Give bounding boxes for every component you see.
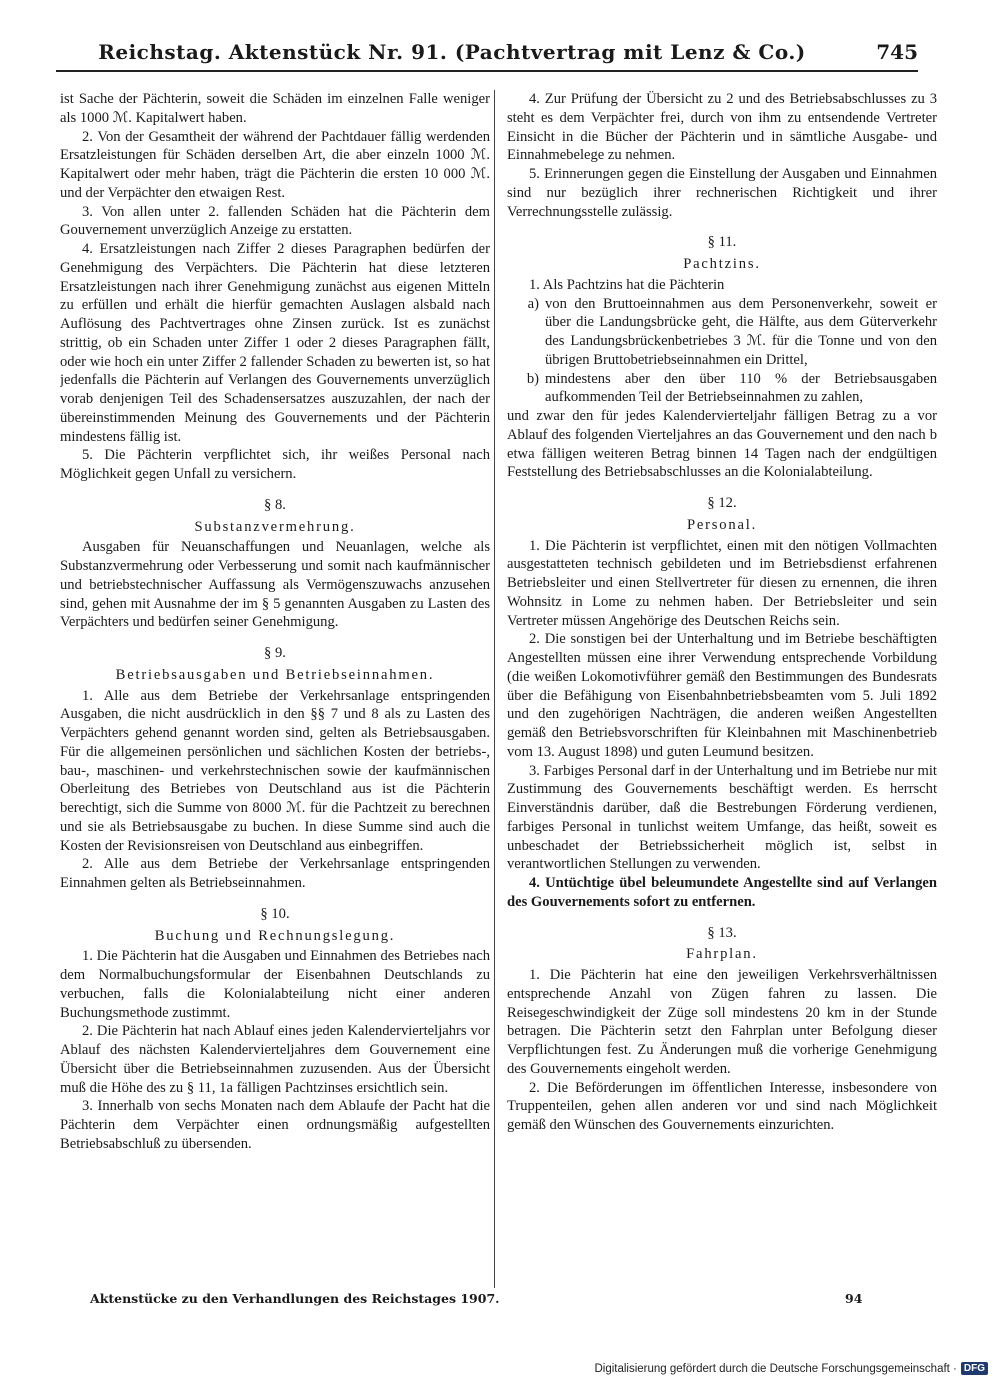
paragraph: 2. Die Beförderungen im öffentlichen Interesse, insbesondere von Truppenteilen, gehen allen anderen vor und sind nach Möglichkeit gemäß den Wünschen des Gouvernements einzurichten. — [507, 1079, 937, 1133]
header-rule — [56, 70, 918, 72]
right-column — [507, 90, 937, 1290]
section-number: § 11. — [707, 234, 737, 251]
page-number: 745 — [876, 40, 918, 64]
paragraph: 2. Von der Gesamtheit der während der Pachtdauer fällig werdenden Ersatzleistungen für Schäden derselben Art, die aber einzeln 1000 ℳ. Kapitalwert oder mehr haben, trägt die Pächterin die ersten 10 000 ℳ. und der Verpächter den etwaigen Rest. — [60, 128, 490, 201]
paragraph: 5. Erinnerungen gegen die Einstellung der Ausgaben und Einnahmen sind nur bezüglich ihrer rechnerischen Richtigkeit und ihrer Verrechnungsstelle zulässig. — [507, 166, 937, 220]
column-divider — [494, 90, 495, 1288]
dfg-credit — [594, 1362, 988, 1375]
paragraph: 1. Alle aus dem Betriebe der Verkehrsanlage entspringenden Ausgaben, die nicht ausdrücklich in den §§ 7 und 8 als zu Lasten des Verpächters gehend genannt worden sind, gelten als Betriebsausgaben. Für die allgemeinen persönlichen und sächlichen Kosten der betriebs-, bau-, maschinen- und verkehrstechnischen sowie der kaufmännischen Oberleitung des Betriebes von Deutschland aus ist die Pächterin berechtigt, sich die Summe von 8000 ℳ. für die Pachtzeit zu berechnen und sie als Betriebsausgabe zu buchen. In diese Summe sind auch die Kosten der Revisionsreisen von Deutschland aus einbegriffen. — [60, 687, 490, 854]
paragraph: Ausgaben für Neuanschaffungen und Neuanlagen, welche als Substanzvermehrung oder Verbesserung und somit nach kaufmännischer und betriebstechnischer Auffassung als Vermögenszuwachs anzusehen sind, gehen mit Ausnahme der im § 5 genannten Ausgaben zu Lasten des Verpächters und bedürfen seiner Genehmigung. — [60, 539, 490, 631]
paragraph: 3. Farbiges Personal darf in der Unterhaltung und im Betriebe nur mit Zustimmung des Gouvernements beschäftigt werden. Es herrscht Einverständnis darüber, daß die Bestrebungen Förderung verdienen, farbiges Personal in tunlichst weitem Umfange, das heißt, soweit es unbeschadet der Betriebssicherheit möglich ist, selbst in verantwortlichen Stellungen zu verwenden. — [507, 762, 937, 873]
footer-source: Aktenstücke zu den Verhandlungen des Reichstages 1907. — [90, 1291, 500, 1306]
paragraph: 1. Als Pachtzins hat die Pächterin — [529, 276, 725, 293]
paragraph: ist Sache der Pächterin, soweit die Schäden im einzelnen Falle weniger als 1000 ℳ. Kapitalwert haben. — [60, 91, 490, 126]
paragraph: 1. Die Pächterin hat eine den jeweiligen Verkehrsverhältnissen entsprechende Anzahl von Zügen fahren zu lassen. Die Reisegeschwindigkeit der Züge soll mindestens 20 km in der Stunde betragen. Die Pächterin setzt den Fahrplan unter Befolgung dieser Verpflichtungen fest. Zu Änderungen muß die vorherige Genehmigung des Gouvernements eingeholt werden. — [507, 967, 937, 1077]
section-number: § 12. — [707, 495, 737, 511]
section-title: Betriebsausgaben und Betriebseinnahmen. — [115, 666, 435, 683]
paragraph: 2. Alle aus dem Betriebe der Verkehrsanlage entspringenden Einnahmen gelten als Betriebseinnahmen. — [60, 856, 490, 891]
running-title: Reichstag. Aktenstück Nr. 91. (Pachtvertrag mit Lenz & Co.) — [98, 40, 806, 64]
section-number: § 10. — [260, 905, 290, 922]
signature-number: 94 — [845, 1291, 863, 1306]
list-item-text: von den Bruttoeinnahmen aus dem Personenverkehr, soweit er über die Landungsbrücke geht, die Hälfte, aus dem Güterverkehr des Landungsbrückenbetriebes 3 ℳ. für die Tonne und von den übrigen Bruttobetriebseinnahmen ein Drittel, — [545, 295, 937, 368]
paragraph: 4. Ersatzleistungen nach Ziffer 2 dieses Paragraphen bedürfen der Genehmigung des Verpächters. Die Pächterin hat diese letzteren Ersatzleistungen nach ihrer Genehmigung zunächst aus eigenen Mitteln zu erfüllen und erhält die hierfür gemachten Auslagen alsbald nach Auflösung des Pachtvertrages ohne Zinsen zurück. Ist es zunächst strittig, ob ein Schaden unter Ziffer 1 oder 2 dieses Paragraphen fällt, oder wie hoch ein unter Ziffer 2 fallender Schaden zu bewerten ist, so hat jedenfalls die Pächterin auf Verlangen des Gouvernements unverzüglich vorab denjenigen Teil des Schadensersatzes auszuzahlen, der nach der übereinstimmenden Meinung des Gouvernements und der Pächterin mindestens fällig ist. — [60, 241, 490, 445]
paragraph: 1. Die Pächterin hat die Ausgaben und Einnahmen des Betriebes nach dem Normalbuchungsformular der Eisenbahnen Deutschlands zu verbuchen, falls die Kolonialabteilung nicht einer anderen Buchungsmethode zustimmt. — [60, 948, 490, 1021]
section-title: Buchung und Rechnungslegung. — [154, 927, 396, 944]
paragraph: 2. Die sonstigen bei der Unterhaltung und im Betriebe beschäftigten Angestellten müssen eine ihrer Verwendung entsprechende Vorbildung (die weißen Lokomotivführer gemäß den Bestimmungen des Bundesrats über die Befähigung von Eisenbahnbetriebsbeamten vom 5. Juli 1892 und den zugehörigen Nachträgen, die anderen weißen Angestellten gemäß den Betriebsvorschriften für Kleinbahnen mit Maschinenbetrieb vom 13. August 1898) und guten Leumund besitzen. — [507, 631, 937, 760]
section-number: § 9. — [264, 645, 286, 661]
section-title: Personal. — [686, 516, 758, 533]
section-title: Fahrplan. — [686, 946, 758, 963]
section-title: Pachtzins. — [683, 256, 761, 272]
paragraph: 4. Untüchtige übel beleumundete Angestellte sind auf Verlangen des Gouvernements sofort zu entfernen. — [507, 875, 937, 910]
list-item — [507, 370, 937, 408]
paragraph: und zwar den für jedes Kalendervierteljahr fälligen Betrag zu a vor Ablauf des folgenden Vierteljahres an das Gouvernement und den nach b etwa fälligen weiteren Betrag binnen 14 Tagen nach der endgültigen Feststellung des Betriebsabschlusses an die Kolonialabteilung. — [507, 408, 937, 481]
list-item-label: b) — [526, 370, 539, 387]
section-title: Substanzvermehrung. — [194, 518, 356, 535]
paragraph: 5. Die Pächterin verpflichtet sich, ihr weißes Personal nach Möglichkeit gegen Unfall zu versichern. — [60, 447, 490, 482]
list-item-text: mindestens aber den über 110 % der Betriebsausgaben aufkommenden Teil der Betriebseinnahmen zu zahlen, — [545, 370, 937, 406]
page-header — [56, 40, 918, 70]
paragraph: 4. Zur Prüfung der Übersicht zu 2 und des Betriebsabschlusses zu 3 steht es dem Verpächter frei, durch von ihm zu entsendende Vertreter Einsicht in die Bücher der Pächterin und in sämtliche Ausgabe- und Einnahmebelege zu nehmen. — [507, 91, 937, 164]
section-number: § 13. — [707, 924, 737, 941]
paragraph: 3. Von allen unter 2. fallenden Schäden hat die Pächterin dem Gouvernement unverzüglich Anzeige zu erstatten. — [60, 203, 490, 239]
paragraph: 2. Die Pächterin hat nach Ablauf eines jeden Kalendervierteljahrs vor Ablauf des nächsten Kalendervierteljahres dem Gouvernement eine Übersicht über die Betriebseinnahmen zuzusenden. Aus der Übersicht muß die Höhe des zu § 11, 1a fälligen Pachtzinses ersichtlich sein. — [60, 1023, 490, 1096]
dfg-credit-text: Digitalisierung gefördert durch die Deutsche Forschungsgemeinschaft · — [594, 1362, 957, 1375]
left-column — [60, 90, 490, 1290]
section-number: § 8. — [264, 496, 286, 513]
paragraph: 1. Die Pächterin ist verpflichtet, einen mit den nötigen Vollmachten ausgestatteten technisch gebildeten und im Betriebsdienst erfahrenen Betriebsleiter und einen Stellvertreter für diesen zu ernennen, die ihren Wohnsitz in Lome zu nehmen haben. Der Betriebsleiter und sein Vertreter müssen Angehörige des Deutschen Reichs sein. — [507, 537, 937, 629]
list-item-label: a) — [527, 295, 539, 312]
paragraph: 3. Innerhalb von sechs Monaten nach dem Ablaufe der Pacht hat die Pächterin dem Verpächter einen ordnungsmäßig aufgestellten Betriebsabschluß zu übersenden. — [60, 1098, 490, 1152]
dfg-logo-icon: DFG — [961, 1362, 988, 1375]
list-item — [507, 295, 937, 370]
